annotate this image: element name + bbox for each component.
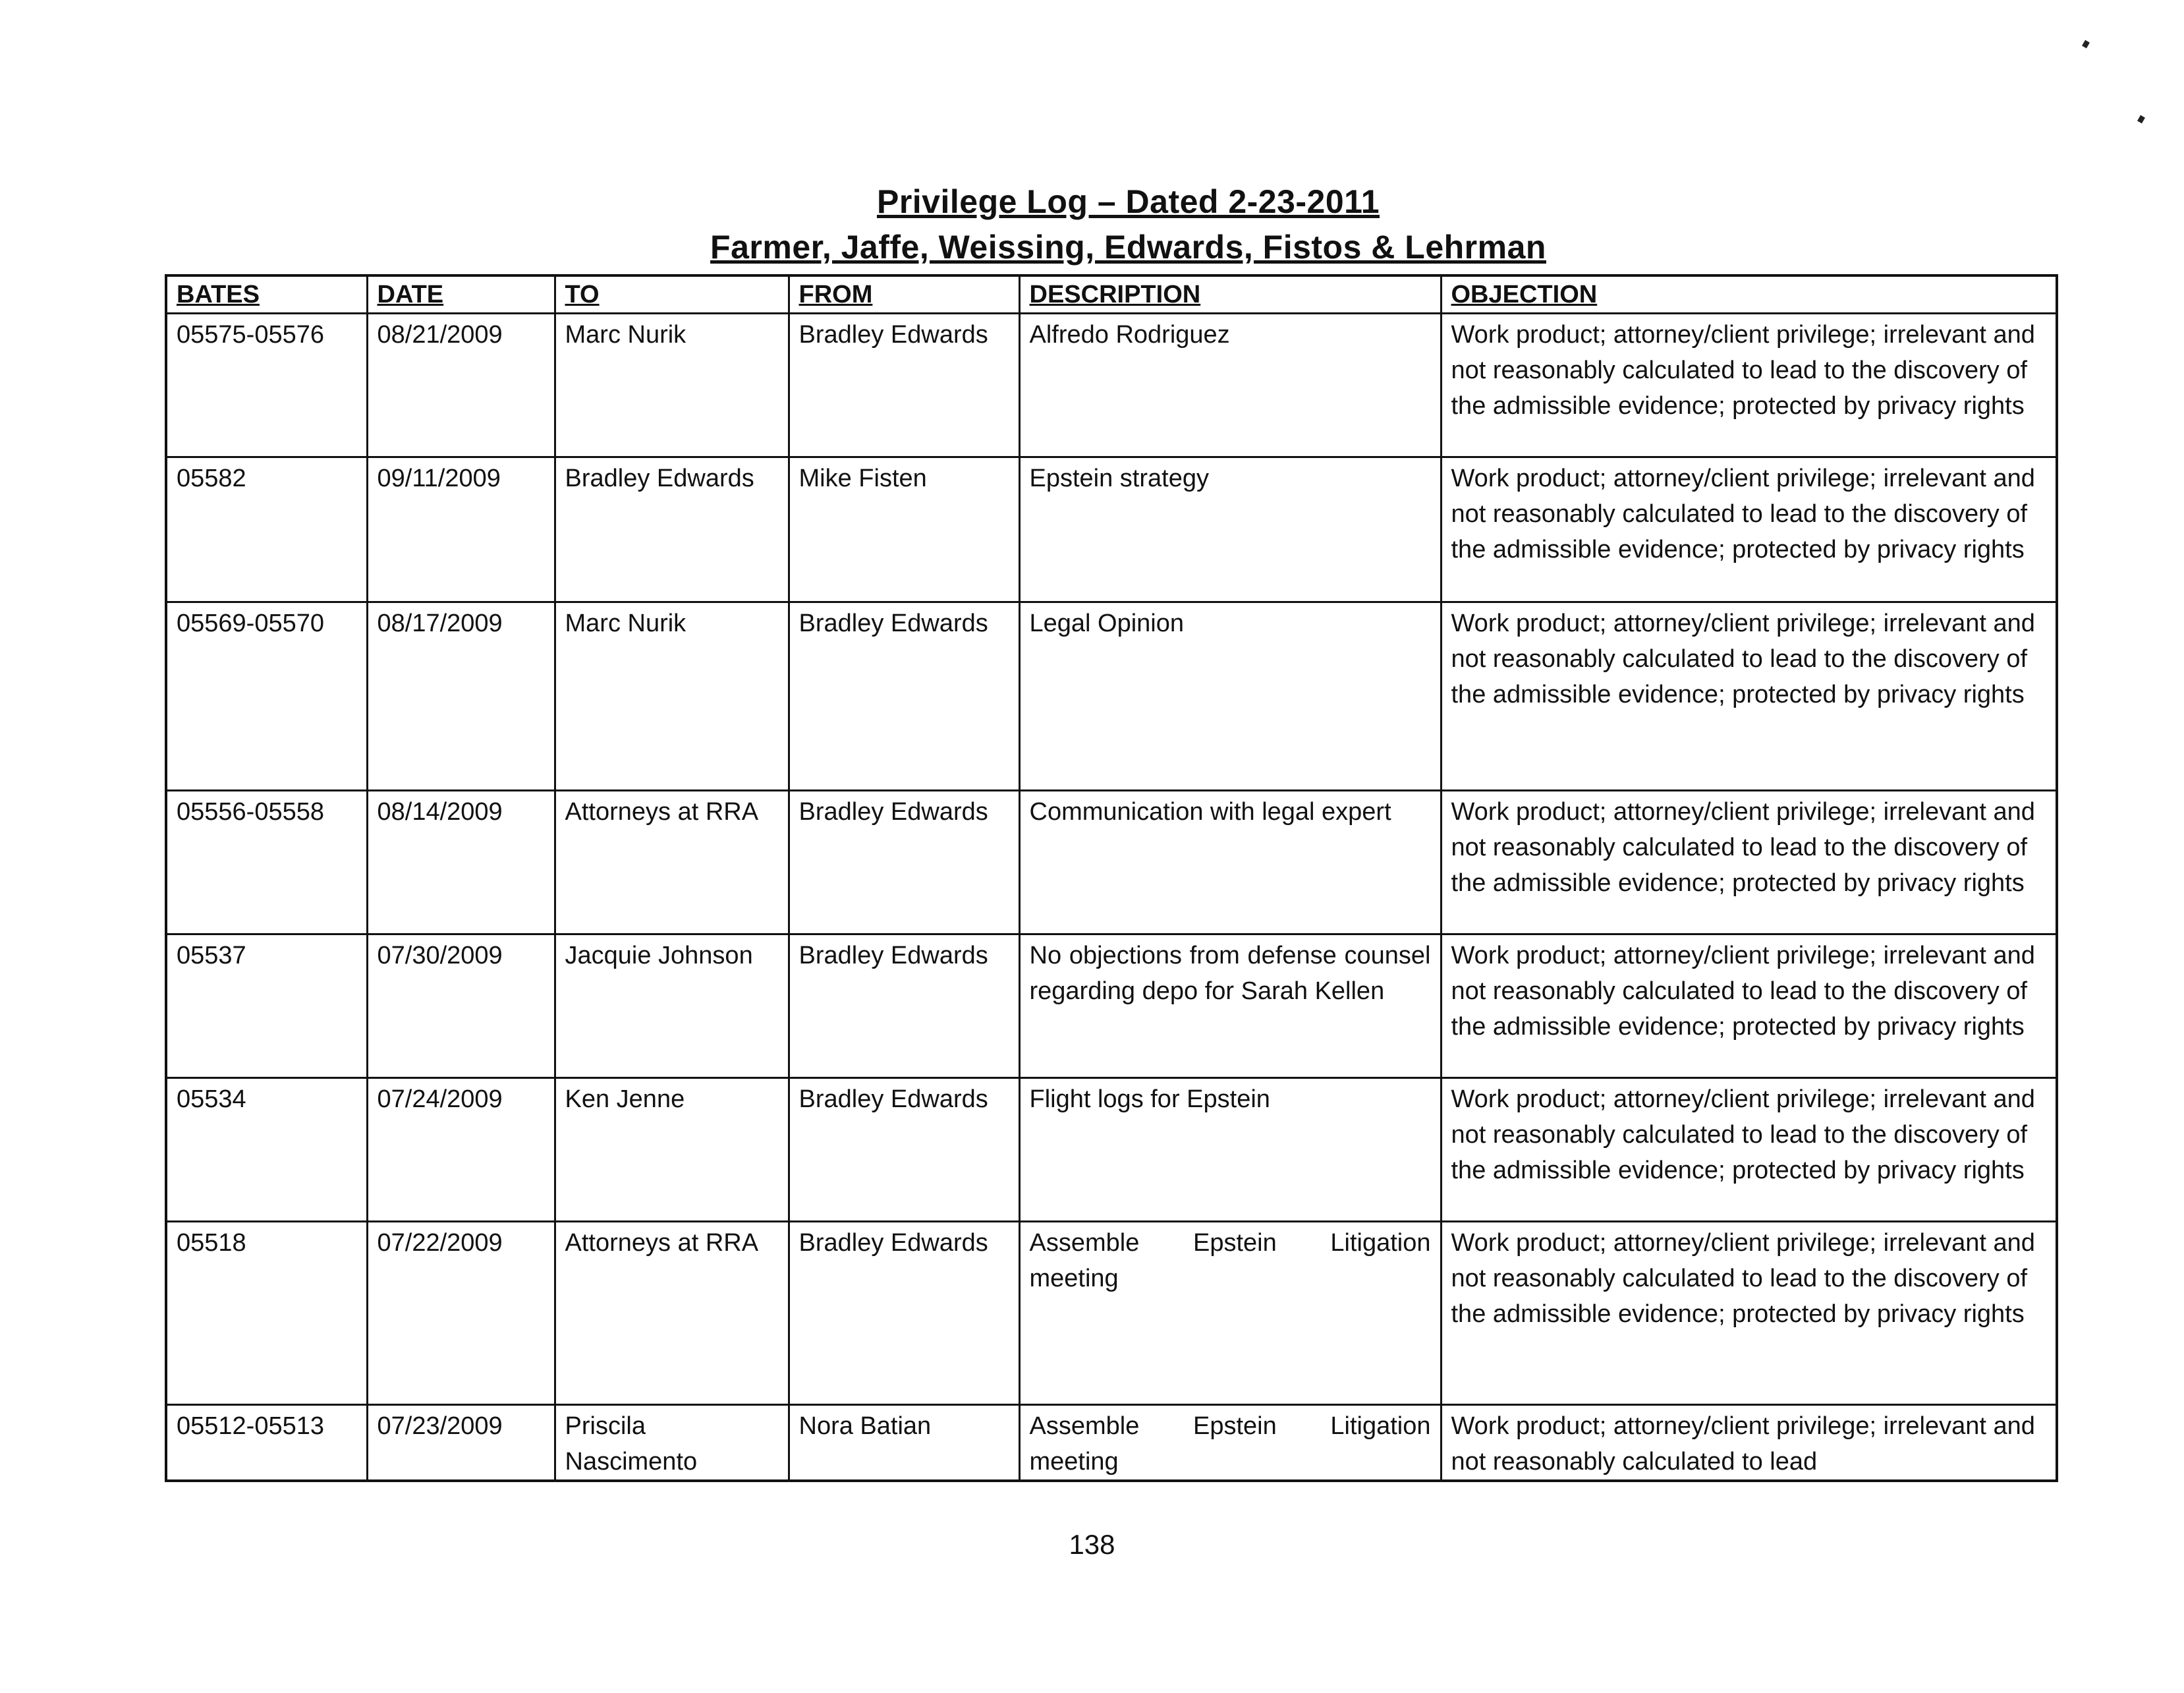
col-header-objection: OBJECTION [1441,275,2057,314]
cell-bates: 05518 [166,1222,367,1405]
cell-description: Assemble Epstein Litigation meeting [1019,1405,1441,1481]
cell-to: Jacquie Johnson [555,934,789,1078]
col-header-description: DESCRIPTION [1019,275,1441,314]
col-header-bates: BATES [166,275,367,314]
cell-description: Flight logs for Epstein [1019,1078,1441,1222]
cell-to: Priscila Nascimento [555,1405,789,1481]
cell-objection: Work product; attorney/client privilege; irrelevant and not reasonably calculated to lead [1441,1405,2057,1481]
col-header-date: DATE [367,275,555,314]
page-title: Privilege Log – Dated 2-23-2011 [876,183,1380,220]
cell-to: Marc Nurik [555,314,789,457]
cell-description: Assemble Epstein Litigation meeting [1019,1222,1441,1405]
col-header-from: FROM [789,275,1019,314]
cell-date: 09/11/2009 [367,457,555,602]
cell-from: Bradley Edwards [789,602,1019,791]
scan-speck [2137,115,2145,124]
cell-to: Attorneys at RRA [555,1222,789,1405]
cell-to: Bradley Edwards [555,457,789,602]
cell-date: 08/21/2009 [367,314,555,457]
cell-bates: 05534 [166,1078,367,1222]
cell-objection: Work product; attorney/client privilege; irrelevant and not reasonably calculated to lead to the discovery of the admissible evidence; protected by privacy rights [1441,457,2057,602]
cell-bates: 05537 [166,934,367,1078]
page-subtitle: Farmer, Jaffe, Weissing, Edwards, Fistos & Lehrman [710,229,1546,266]
col-header-to: TO [555,275,789,314]
cell-to: Ken Jenne [555,1078,789,1222]
cell-objection: Work product; attorney/client privilege; irrelevant and not reasonably calculated to lead to the discovery of the admissible evidence; protected by privacy rights [1441,1222,2057,1405]
cell-date: 08/14/2009 [367,791,555,934]
cell-from: Mike Fisten [789,457,1019,602]
cell-to: Attorneys at RRA [555,791,789,934]
cell-from: Nora Batian [789,1405,1019,1481]
cell-description: No objections from defense counsel regarding depo for Sarah Kellen [1019,934,1441,1078]
table-header-row [166,275,2057,314]
table-row [166,934,2057,1078]
cell-from: Bradley Edwards [789,1078,1019,1222]
cell-description: Epstein strategy [1019,457,1441,602]
cell-objection: Work product; attorney/client privilege; irrelevant and not reasonably calculated to lead to the discovery of the admissible evidence; protected by privacy rights [1441,791,2057,934]
table-row [166,314,2057,457]
cell-date: 07/30/2009 [367,934,555,1078]
cell-bates: 05582 [166,457,367,602]
cell-from: Bradley Edwards [789,1222,1019,1405]
privilege-log-table [165,274,2058,1482]
cell-from: Bradley Edwards [789,934,1019,1078]
cell-date: 07/23/2009 [367,1405,555,1481]
table-row [166,1222,2057,1405]
cell-to: Marc Nurik [555,602,789,791]
table-row [166,1405,2057,1481]
table-row [166,791,2057,934]
table-row [166,457,2057,602]
cell-description: Communication with legal expert [1019,791,1441,934]
cell-date: 08/17/2009 [367,602,555,791]
cell-objection: Work product; attorney/client privilege; irrelevant and not reasonably calculated to lead to the discovery of the admissible evidence; protected by privacy rights [1441,1078,2057,1222]
table-row [166,1078,2057,1222]
scan-speck [2082,40,2090,49]
cell-from: Bradley Edwards [789,791,1019,934]
cell-bates: 05569-05570 [166,602,367,791]
cell-description: Legal Opinion [1019,602,1441,791]
table-row [166,602,2057,791]
cell-bates: 05556-05558 [166,791,367,934]
cell-description: Alfredo Rodriguez [1019,314,1441,457]
cell-bates: 05512-05513 [166,1405,367,1481]
cell-from: Bradley Edwards [789,314,1019,457]
cell-objection: Work product; attorney/client privilege; irrelevant and not reasonably calculated to lead to the discovery of the admissible evidence; protected by privacy rights [1441,314,2057,457]
cell-objection: Work product; attorney/client privilege; irrelevant and not reasonably calculated to lead to the discovery of the admissible evidence; protected by privacy rights [1441,602,2057,791]
cell-objection: Work product; attorney/client privilege; irrelevant and not reasonably calculated to lead to the discovery of the admissible evidence; protected by privacy rights [1441,934,2057,1078]
page-number: 138 [1069,1529,1115,1560]
cell-date: 07/24/2009 [367,1078,555,1222]
cell-date: 07/22/2009 [367,1222,555,1405]
cell-bates: 05575-05576 [166,314,367,457]
